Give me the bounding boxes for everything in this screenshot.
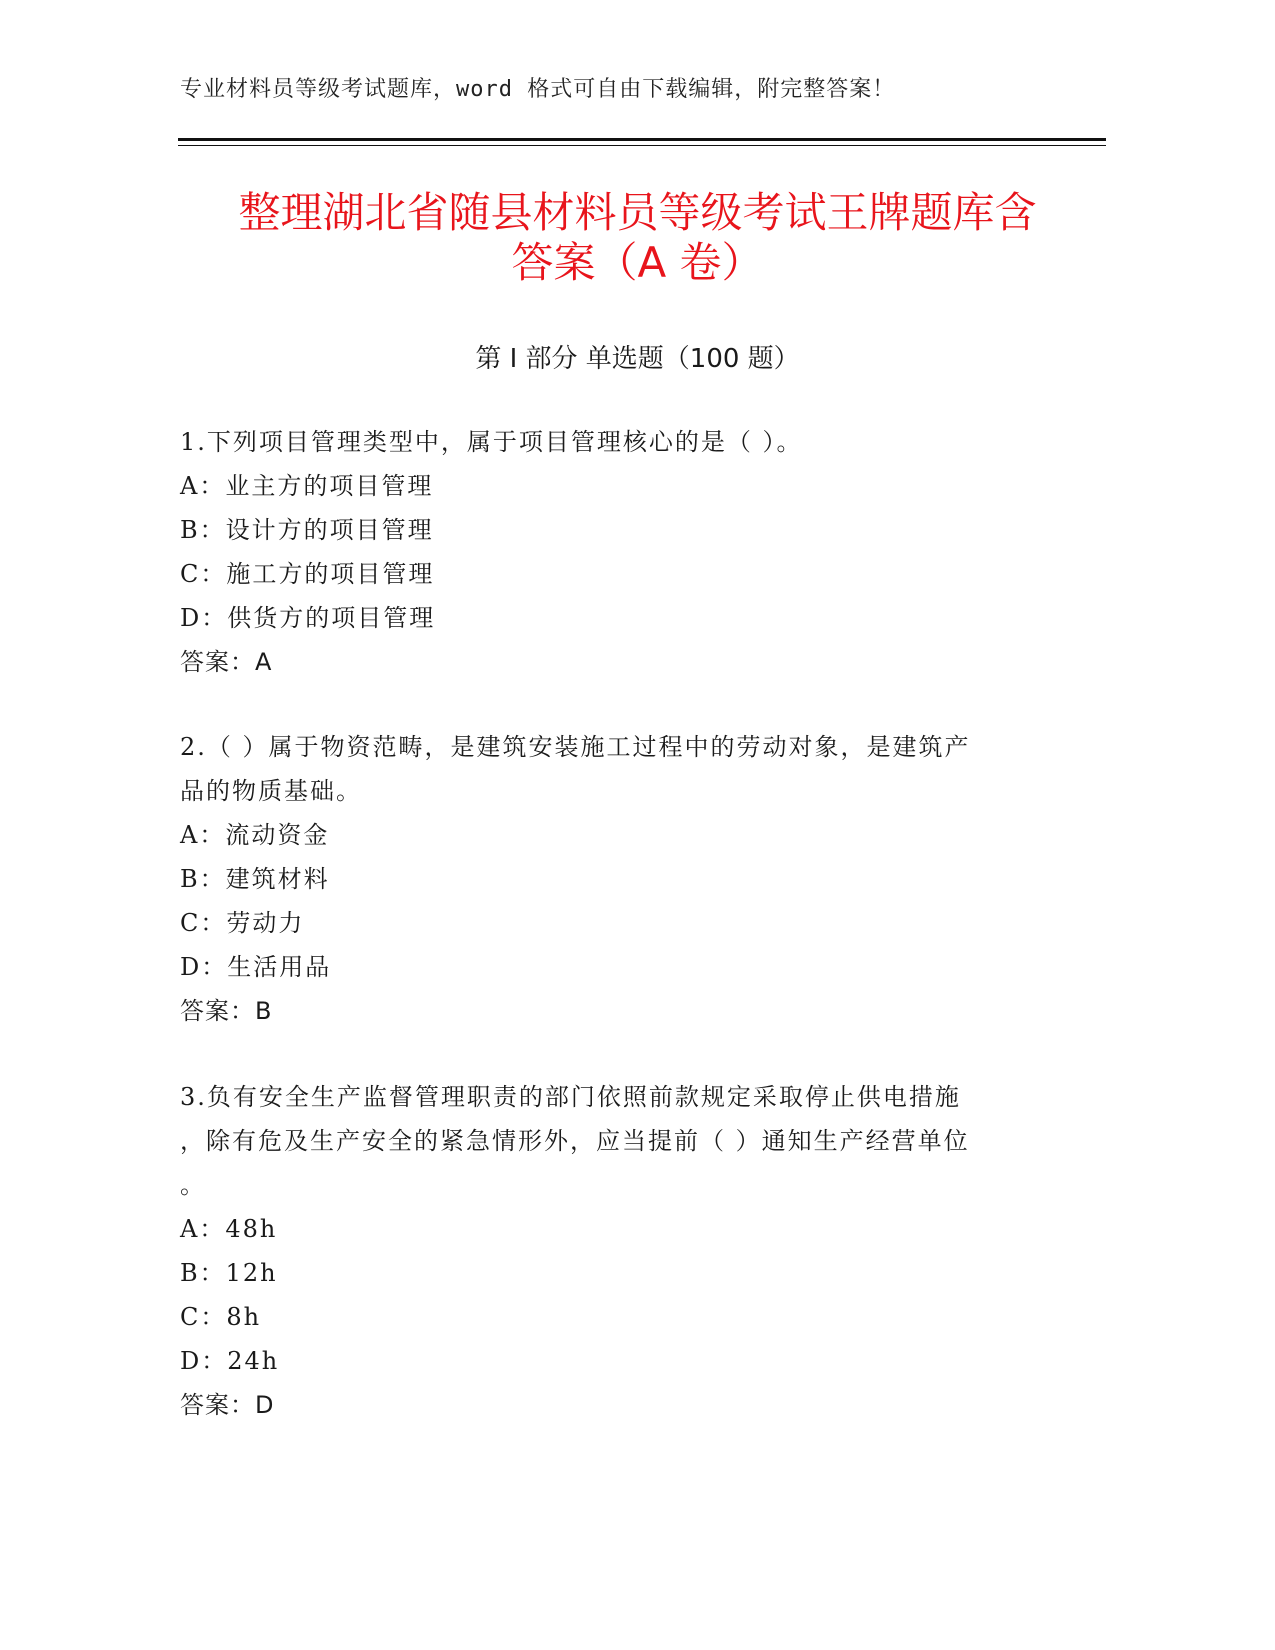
question-3-option-d: D：24h <box>180 1347 280 1375</box>
question-1-stem: 1.下列项目管理类型中，属于项目管理核心的是（ ）。 <box>180 428 803 456</box>
question-2 <box>180 725 1040 1033</box>
header-rule-thick <box>178 138 1106 141</box>
question-2-option-b: B：建筑材料 <box>180 865 330 893</box>
question-3-option-b: B：12h <box>180 1259 278 1287</box>
header-note: 专业材料员等级考试题库，word 格式可自由下载编辑，附完整答案！ <box>180 77 896 102</box>
question-2-option-c: C：劳动力 <box>180 909 305 937</box>
question-2-stem-line-2: 品的物质基础。 <box>180 777 362 805</box>
document-title-line-2: 答案（A 卷） <box>511 238 764 287</box>
question-1 <box>180 420 1040 684</box>
question-2-answer: 答案：B <box>180 997 273 1025</box>
question-3-stem-line-1: 3.负有安全生产监督管理职责的部门依照前款规定采取停止供电措施 <box>180 1083 961 1111</box>
header-rule-thin <box>178 145 1106 146</box>
question-2-option-d: D：生活用品 <box>180 953 332 981</box>
question-3-answer: 答案：D <box>180 1391 275 1419</box>
question-3-option-c: C：8h <box>180 1303 262 1331</box>
question-1-option-b: B：设计方的项目管理 <box>180 516 434 544</box>
section-title: 第 I 部分 单选题（100 题） <box>475 344 800 374</box>
question-3-option-a: A：48h <box>180 1215 278 1243</box>
question-2-stem-line-1: 2.（ ）属于物资范畴，是建筑安装施工过程中的劳动对象，是建筑产 <box>180 733 971 761</box>
question-3-stem-line-3: 。 <box>180 1171 206 1199</box>
question-1-option-d: D：供货方的项目管理 <box>180 604 436 632</box>
question-1-option-c: C：施工方的项目管理 <box>180 560 435 588</box>
document-title-line-1: 整理湖北省随县材料员等级考试王牌题库含 <box>238 188 1037 237</box>
question-1-option-a: A：业主方的项目管理 <box>180 472 434 500</box>
question-2-option-a: A：流动资金 <box>180 821 330 849</box>
question-3-stem-line-2: ，除有危及生产安全的紧急情形外，应当提前（ ）通知生产经营单位 <box>180 1127 970 1155</box>
question-1-answer: 答案：A <box>180 648 273 676</box>
question-3 <box>180 1075 1040 1427</box>
document-title <box>150 188 1125 288</box>
